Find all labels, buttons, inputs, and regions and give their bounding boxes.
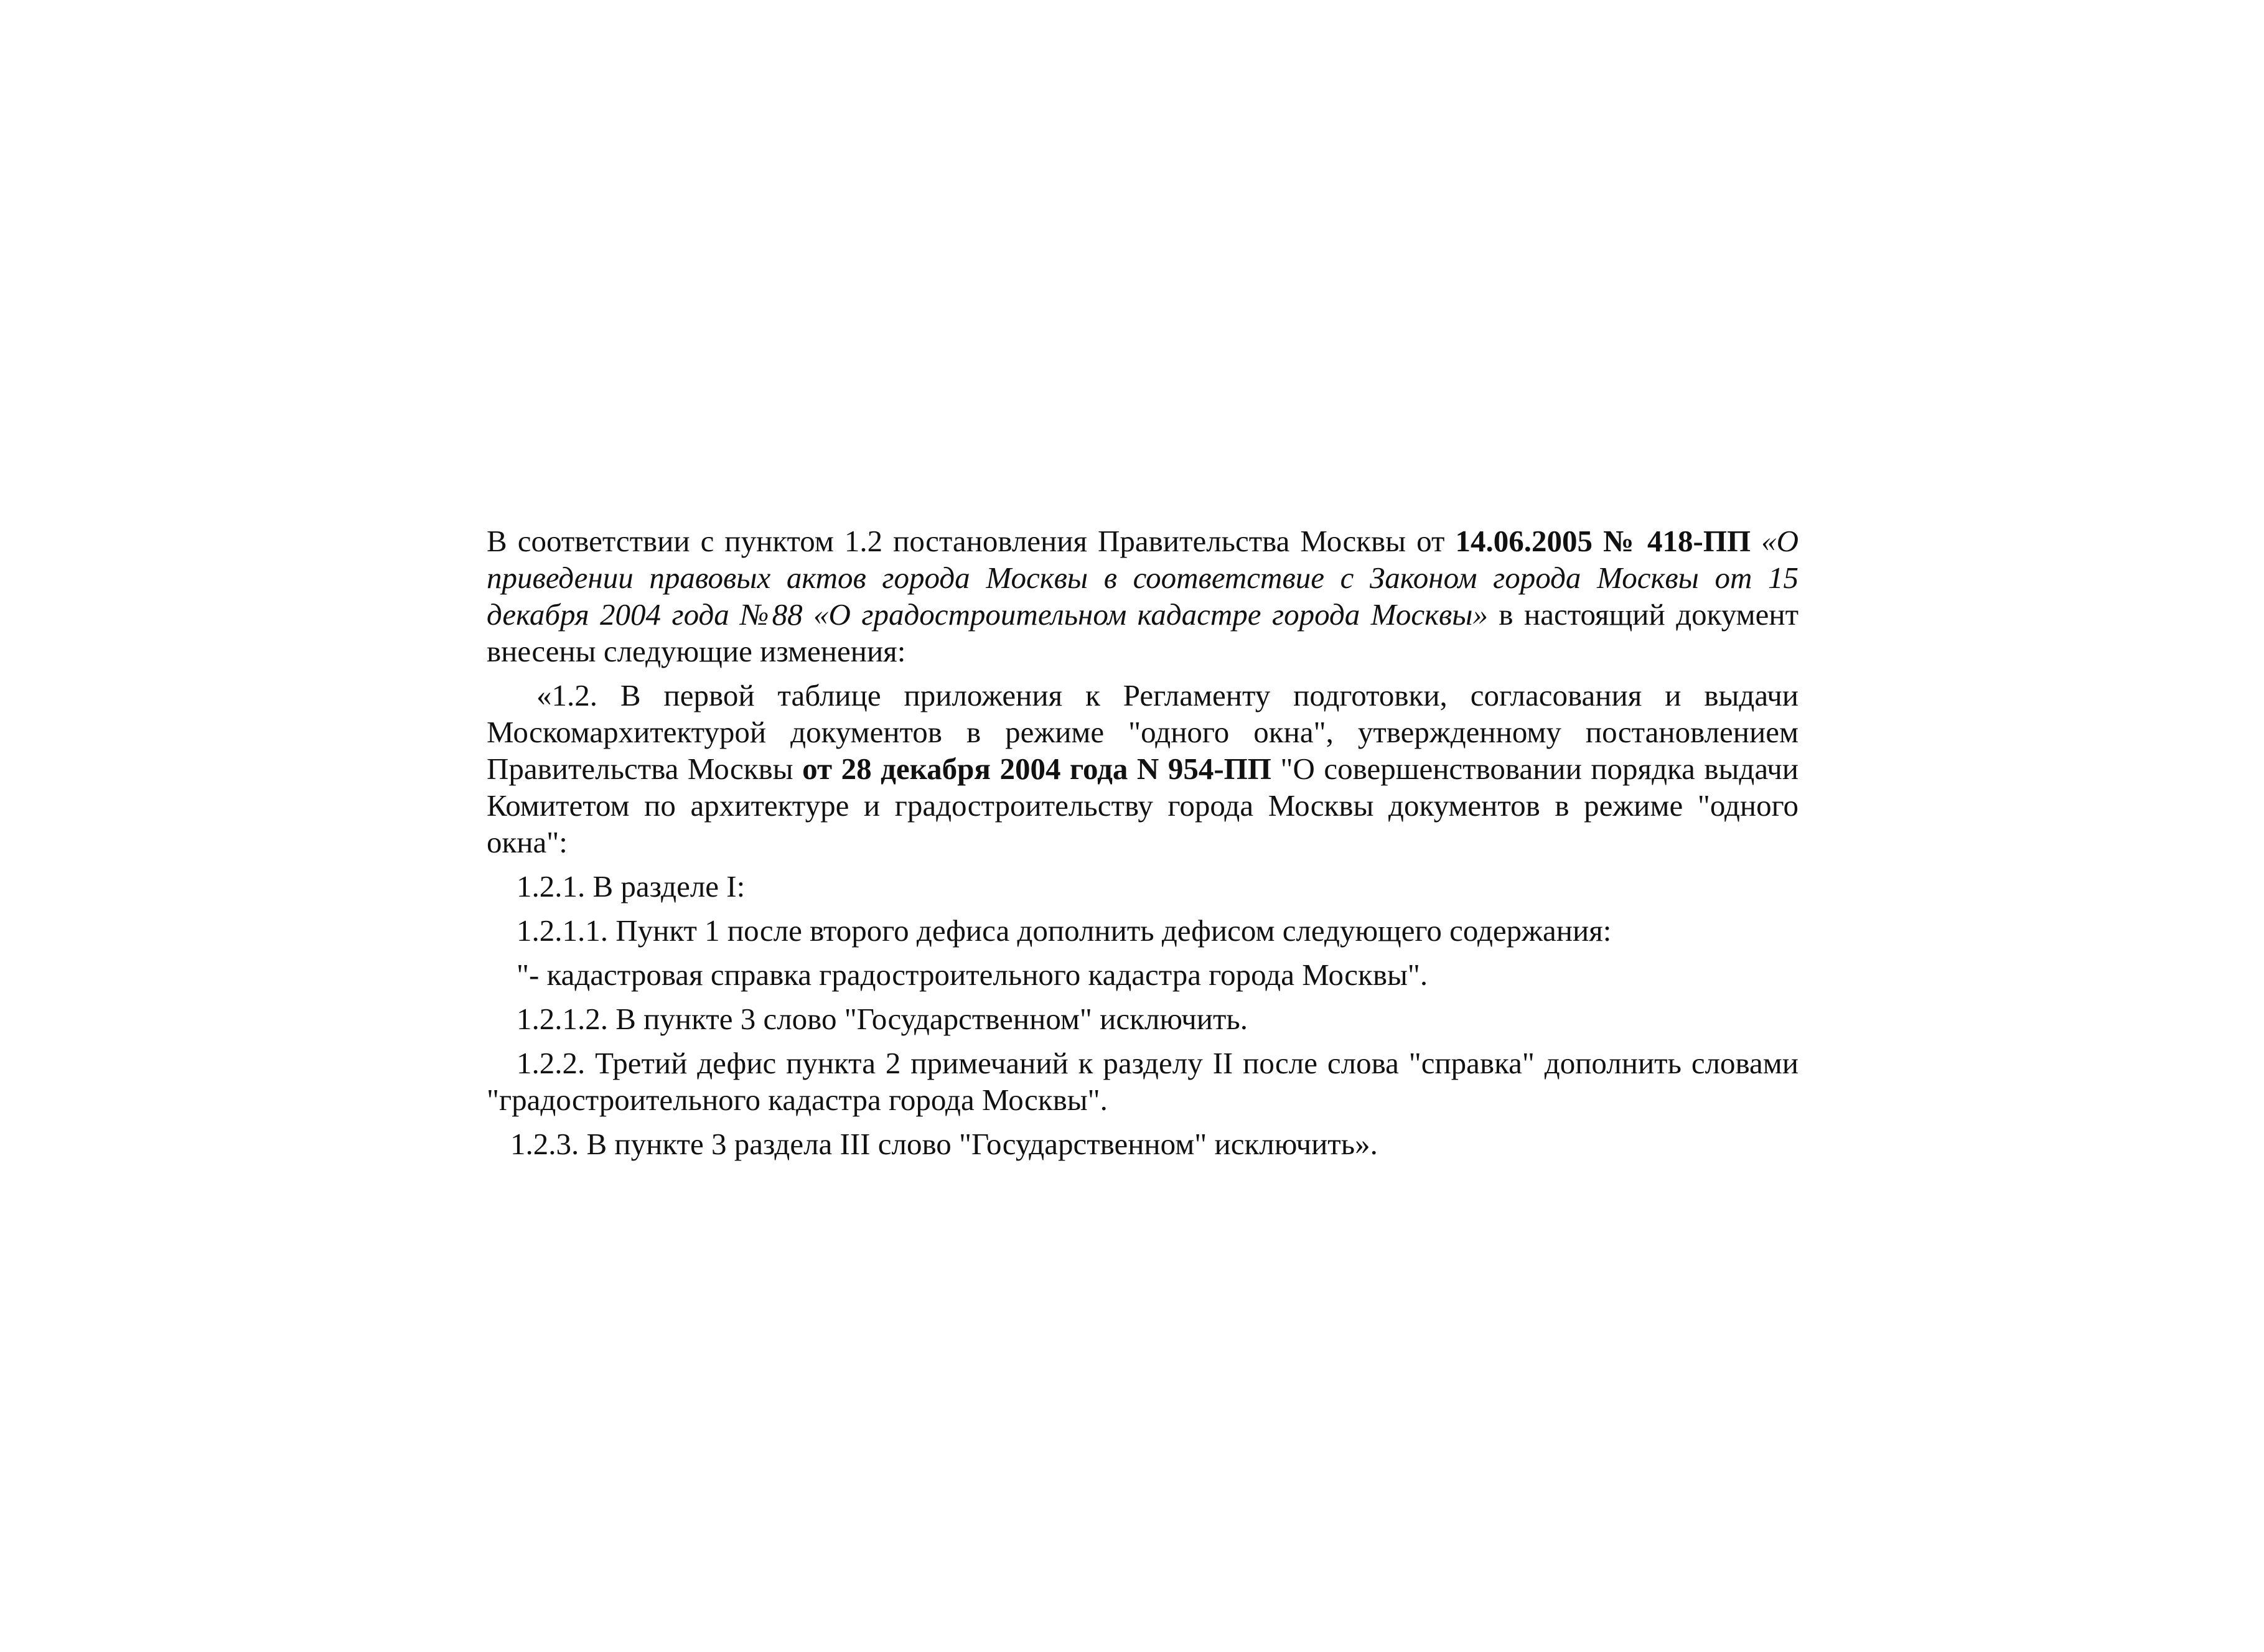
paragraph-1-2 <box>487 677 1799 861</box>
intro-text-1: В соответствии с пунктом 1.2 постановления Правительства Москвы от <box>487 524 1456 558</box>
item-1-2-2: 1.2.2. Третий дефис пункта 2 примечаний к разделу II после слова "справка" дополнить словами "градостроительного кадастра города Москвы". <box>487 1046 1799 1117</box>
item-quote-line: "- кадастровая справка градостроительного кадастра города Москвы". <box>517 958 1428 992</box>
intro-paragraph <box>487 523 1799 670</box>
item-1-2-1-2: 1.2.1.2. В пункте 3 слово "Государственном" исключить. <box>517 1002 1248 1036</box>
item-1-2-3: 1.2.3. В пункте 3 раздела III слово "Государственном" исключить». <box>510 1127 1378 1161</box>
intro-text-2: в настоящий документ внесены следующие изменения: <box>487 597 1799 668</box>
item-1-2-1: 1.2.1. В разделе I: <box>517 869 746 903</box>
paragraph-1-2-resolution-ref: от 28 декабря 2004 года N 954-ПП <box>802 752 1271 786</box>
item-1-2-1-1: 1.2.1.1. Пункт 1 после второго дефиса дополнить дефисом следующего содержания: <box>517 913 1612 948</box>
intro-resolution-title: «О приведении правовых актов города Москвы в соответствие с Законом города Москвы от 15 декабря 2004 года №88 «О градостроительном кадастре города Москвы» <box>487 524 1799 632</box>
document-body <box>487 523 1799 1162</box>
paragraph-1-2-text-2: "О совершенствовании порядка выдачи Комитетом по архитектуре и градостроительству города Москвы документов в режиме "одного окна": <box>487 752 1799 859</box>
paragraph-1-2-text-1: «1.2. В первой таблице приложения к Регламенту подготовки, согласования и выдачи Москомархитектурой документов в режиме "одного окна", утвержденному постановлением Правительства Москвы <box>487 678 1799 786</box>
intro-resolution-ref: 14.06.2005 № 418-ПП <box>1455 524 1751 558</box>
